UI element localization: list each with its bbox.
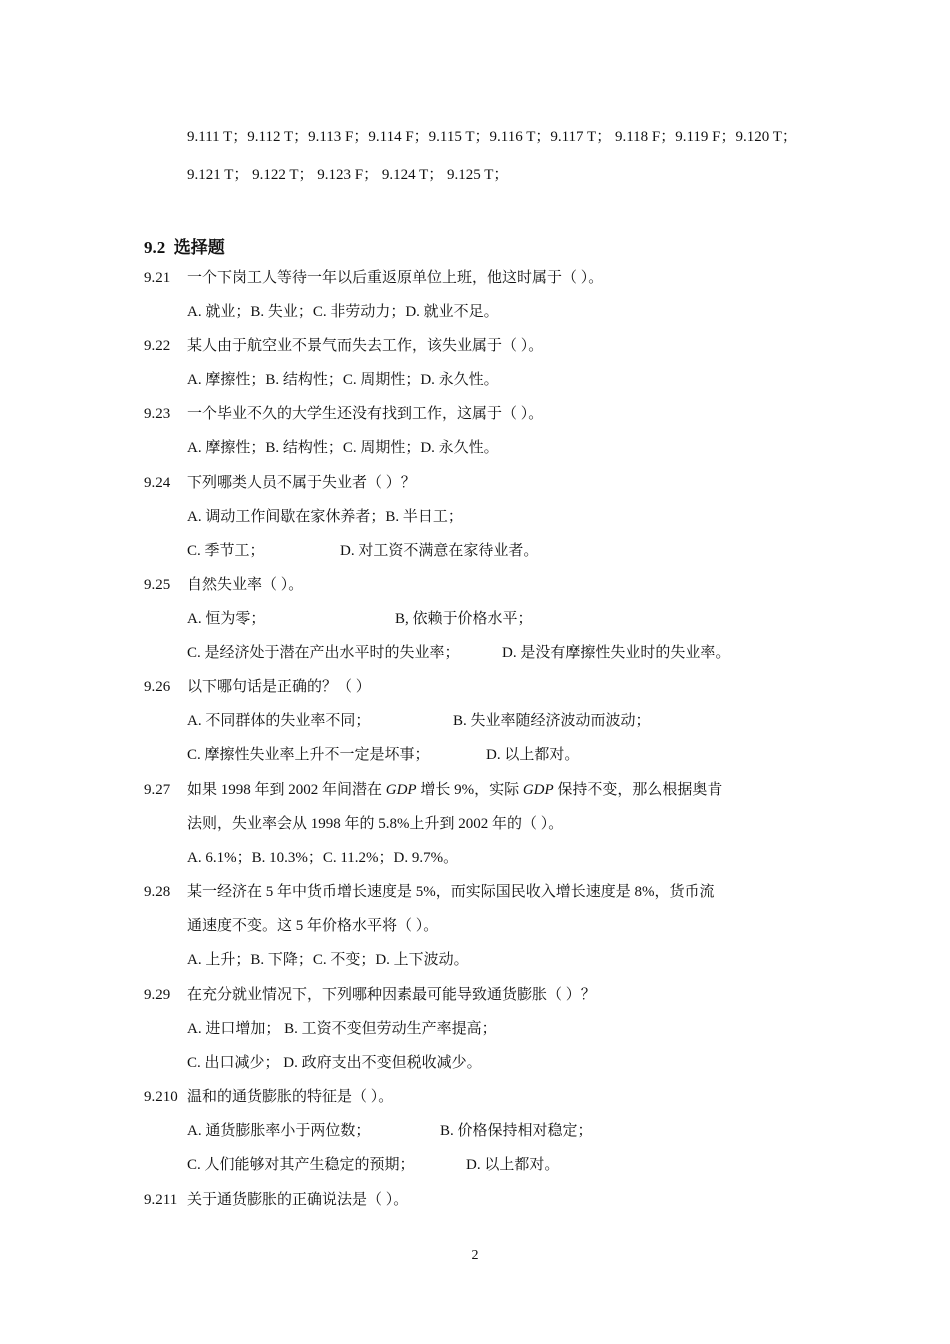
question-text-continued: 法则，失业率会从 1998 年的 5.8%上升到 2002 年的（ ）。 bbox=[187, 816, 564, 832]
option-c: C. 是经济处于潜在产出水平时的失业率； bbox=[187, 645, 460, 661]
page-number: 2 bbox=[471, 1248, 479, 1263]
option-a-b: A. 调动工作间歇在家休养者；B. 半日工； bbox=[187, 509, 463, 525]
option-d: D. 对工资不满意在家待业者。 bbox=[340, 543, 539, 559]
question-number: 9.29 bbox=[144, 987, 171, 1003]
option-c: C. 季节工； bbox=[187, 543, 265, 559]
question-text: 以下哪句话是正确的？（ ） bbox=[187, 679, 371, 695]
gdp-term: GDP bbox=[522, 782, 554, 798]
question-number: 9.26 bbox=[144, 679, 171, 695]
option-a: A. 恒为零； bbox=[187, 611, 266, 627]
option-c: C. 人们能够对其产生稳定的预期； bbox=[187, 1157, 415, 1173]
question-options: A. 摩擦性；B. 结构性；C. 周期性；D. 永久性。 bbox=[187, 372, 499, 388]
option-d: D. 是没有摩擦性失业时的失业率。 bbox=[502, 645, 731, 661]
answer-line-2: 9.121 T； 9.122 T； 9.123 F； 9.124 T； 9.125 T； bbox=[187, 167, 509, 183]
question-number: 9.21 bbox=[144, 270, 171, 286]
question-number: 9.25 bbox=[144, 577, 171, 593]
option-b: B. 价格保持相对稳定； bbox=[440, 1123, 593, 1139]
question-text: 一个毕业不久的大学生还没有找到工作，这属于（ ）。 bbox=[187, 406, 544, 422]
question-options: A. 摩擦性；B. 结构性；C. 周期性；D. 永久性。 bbox=[187, 440, 499, 456]
question-options: A. 上升；B. 下降；C. 不变；D. 上下波动。 bbox=[187, 952, 469, 968]
question-text: 自然失业率（ ）。 bbox=[187, 577, 304, 593]
option-a: A. 通货膨胀率小于两位数； bbox=[187, 1123, 371, 1139]
question-text-continued: 通速度不变。这 5 年价格水平将（ ）。 bbox=[187, 918, 439, 934]
option-d: D. 以上都对。 bbox=[486, 747, 580, 763]
option-c-d: C. 出口减少； D. 政府支出不变但税收减少。 bbox=[187, 1055, 482, 1071]
question-number: 9.28 bbox=[144, 884, 171, 900]
question-text: 关于通货膨胀的正确说法是（ ）。 bbox=[187, 1192, 409, 1208]
question-options: A. 6.1%；B. 10.3%；C. 11.2%；D. 9.7%。 bbox=[187, 850, 459, 866]
section-title: 选择题 bbox=[173, 238, 225, 257]
answer-line-1: 9.111 T；9.112 T；9.113 F；9.114 F；9.115 T；9.116 T；9.117 T； 9.118 F；9.119 F；9.120 T； bbox=[187, 129, 797, 145]
question-number: 9.210 bbox=[144, 1089, 178, 1105]
question-text: 下列哪类人员不属于失业者（ ）？ bbox=[187, 475, 416, 491]
option-a: A. 不同群体的失业率不同； bbox=[187, 713, 371, 729]
option-d: D. 以上都对。 bbox=[466, 1157, 560, 1173]
question-number: 9.22 bbox=[144, 338, 171, 354]
question-text: 一个下岗工人等待一年以后重返原单位上班，他这时属于（ ）。 bbox=[187, 270, 604, 286]
section-heading bbox=[144, 233, 225, 258]
question-text: 某一经济在 5 年中货币增长速度是 5%，而实际国民收入增长速度是 8%，货币流 bbox=[187, 884, 715, 900]
option-b: B, 依赖于价格水平； bbox=[395, 611, 533, 627]
option-a-b: A. 进口增加； B. 工资不变但劳动生产率提高； bbox=[187, 1021, 497, 1037]
gdp-term: GDP bbox=[385, 782, 417, 798]
section-number: 9.2 bbox=[144, 238, 166, 257]
question-text: 温和的通货膨胀的特征是（ ）。 bbox=[187, 1089, 394, 1105]
question-number: 9.24 bbox=[144, 475, 171, 491]
question-text: 某人由于航空业不景气而失去工作，该失业属于（ ）。 bbox=[187, 338, 544, 354]
question-number: 9.23 bbox=[144, 406, 171, 422]
option-b: B. 失业率随经济波动而波动； bbox=[453, 713, 651, 729]
option-c: C. 摩擦性失业率上升不一定是坏事； bbox=[187, 747, 430, 763]
question-number: 9.211 bbox=[144, 1192, 178, 1208]
question-text: 如果 1998 年到 2002 年间潜在 GDP 增长 9%，实际 GDP 保持不变，那么根据奥肯 bbox=[187, 782, 723, 798]
question-text: 在充分就业情况下，下列哪种因素最可能导致通货膨胀（ ）？ bbox=[187, 987, 596, 1003]
question-number: 9.27 bbox=[144, 782, 171, 798]
question-options: A. 就业；B. 失业；C. 非劳动力；D. 就业不足。 bbox=[187, 304, 499, 320]
